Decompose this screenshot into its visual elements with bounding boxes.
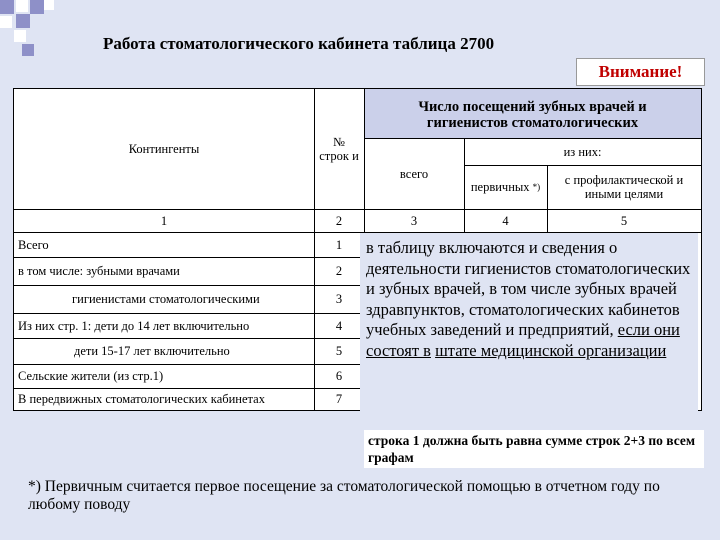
decor-square <box>16 0 28 12</box>
row-label-dentists: в том числе: зубными врачами <box>18 264 180 278</box>
decor-square <box>0 16 12 28</box>
page-title: Работа стоматологического кабинета таблица 2700 <box>103 34 495 53</box>
attention-label: Внимание! <box>576 58 705 86</box>
row-number: 5 <box>335 344 343 358</box>
footnote: *) Первичным считается первое посещение за стоматологической помощью в отчетном году по любому поводу <box>28 478 660 513</box>
row-label-mobile: В передвижных стоматологических кабинетах <box>18 392 265 406</box>
decor-square <box>44 0 54 10</box>
grid-line <box>314 89 315 410</box>
row-number: 1 <box>335 237 343 252</box>
grid-line <box>464 138 465 232</box>
grid-line <box>547 165 548 232</box>
grid-line <box>14 257 364 258</box>
column-number: 2 <box>335 213 343 228</box>
row-label-hygienists: гигиенистами стоматологическими <box>72 292 260 306</box>
row-number: 3 <box>335 292 343 306</box>
header-primary-label: первичных <box>470 180 530 194</box>
grid-line <box>14 388 364 389</box>
column-number: 3 <box>410 213 418 228</box>
grid-line <box>464 165 701 166</box>
column-number: 1 <box>160 213 168 228</box>
info-note-tail: штате медицинской организации <box>435 340 667 360</box>
grid-line <box>14 364 364 365</box>
column-number: 4 <box>502 213 509 228</box>
decor-square <box>0 0 14 14</box>
row-number: 4 <box>335 318 343 333</box>
grid-line <box>14 209 701 210</box>
decor-square <box>30 0 44 14</box>
header-of-them: из них: <box>563 144 602 159</box>
header-preventive: с профилактической и иными целями <box>564 173 684 201</box>
row-number: 7 <box>335 392 343 406</box>
info-note-text: в таблицу включаются и сведения о деятельности гигиенистов стоматологических и зубных врачей, в том числе зубных врачей здравпунктов, стоматологических кабинетов учебных заведений и предприятий, <box>366 238 691 339</box>
column-number: 5 <box>620 213 628 228</box>
row-label-children-14: Из них стр. 1: дети до 14 лет включительно <box>18 318 250 333</box>
header-primary <box>464 165 547 209</box>
grid-line <box>14 338 364 339</box>
header-row-number: № строк и <box>319 135 359 163</box>
row-label-total: Всего <box>18 237 49 252</box>
row-label-rural: Сельские жители (из стр.1) <box>18 369 164 383</box>
sum-rule-note: строка 1 должна быть равна сумме строк 2+3 по всем графам <box>364 430 704 468</box>
header-visits-group: Число посещений зубных врачей и гигиенистов стоматологических <box>418 98 647 131</box>
header-total: всего <box>399 166 429 181</box>
row-label-children-15-17: дети 15-17 лет включительно <box>74 344 230 358</box>
row-number: 6 <box>335 369 343 383</box>
grid-line <box>14 285 364 286</box>
decor-square <box>22 44 34 56</box>
header-primary-mark: *) <box>532 182 541 192</box>
info-note <box>360 233 698 415</box>
grid-line <box>14 313 364 314</box>
header-contingents: Контингенты <box>128 142 200 156</box>
decor-square <box>14 30 26 42</box>
decor-square <box>16 14 30 28</box>
row-number: 2 <box>335 264 343 278</box>
grid-line <box>364 138 701 139</box>
info-note-underlined: если они состоят в <box>366 320 680 360</box>
